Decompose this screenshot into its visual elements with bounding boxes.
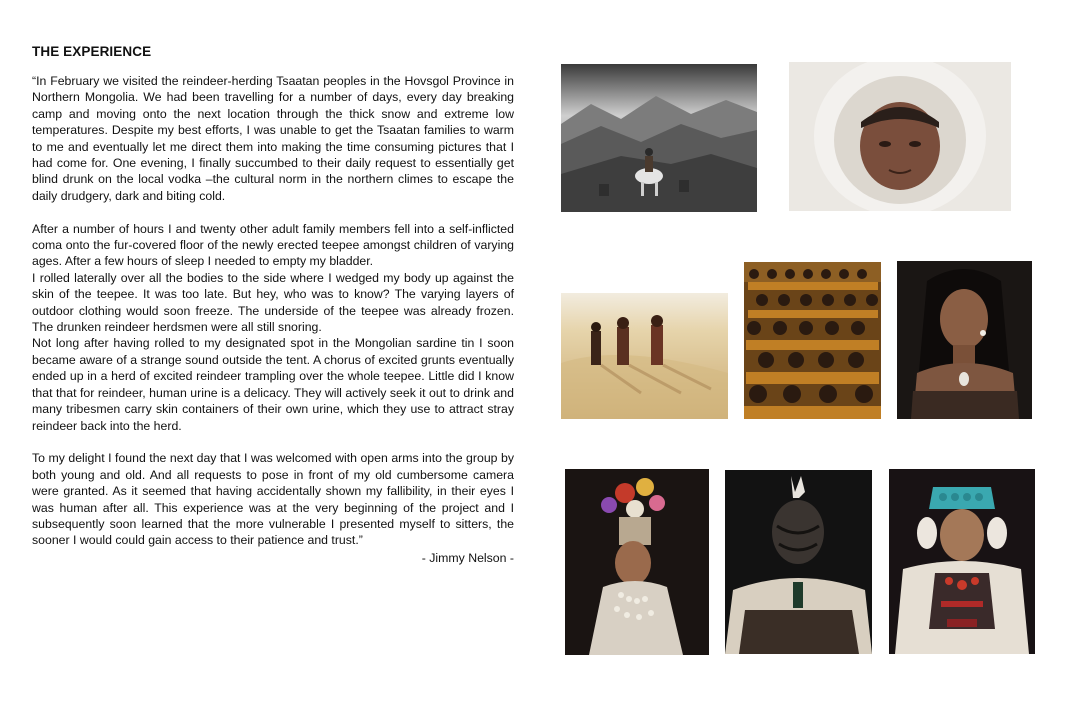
signature: - Jimmy Nelson - [421, 550, 514, 565]
photo-monk-crowd [744, 262, 881, 419]
photo-tattooed-man [725, 470, 872, 654]
paragraph-3: I rolled laterally over all the bodies to the side where I wedged my body up against the skin of the teepee. It was too late. But hey, who was to know? The varying layers of outdoor clothing would soon freeze. The underside of the teepee was already frozen. The drunken reindeer herdsmen were all still snoring. [32, 270, 514, 335]
paragraph-2: After a number of hours I and twenty other adult family members fell into a self-inflicted coma onto the fur-covered floor of the newly erected teepee amongst children of varying ages. After a few hours of sleep I needed to empty my bladder. [32, 221, 514, 269]
paragraph-4: Not long after having rolled to my designated spot in the Mongolian sardine tin I soon became aware of a strange sound outside the tent. A chorus of excited grunts eventually ended up in a herd of excited reindeer trampling over the whole teepee. Little did I know that that for reindeer, human urine is a delicacy. They will actively seek it out to drink and many tribesmen carry skin containers of their own urine, which they use to attract stray reindeer back into the herd. [32, 336, 514, 433]
paragraph-5: To my delight I found the next day that I was welcomed with open arms into the group by both young and old. And all requests to pose in front of my old cumbersome camera were granted. As it seemed that having accidentally shown my fallibility, in their eyes I was human after all. This experience was at the very beginning of the project and I subsequently soon learned that the more vulnerable I presented myself to sitters, the sooner I would could gain access to their patience and trust.” [32, 451, 514, 548]
photo-fur-hood-portrait [789, 62, 1011, 211]
photo-flower-headdress [565, 469, 709, 655]
photo-desert-walkers [561, 293, 728, 419]
photo-turquoise-headdress [889, 469, 1035, 654]
paragraph-1: “In February we visited the reindeer-herding Tsaatan peoples in the Hovsgol Province in Northern Mongolia. We had been travelling for a number of days, every day breaking camp and moving onto the next location through the thick snow and extreme low temperatures. Despite my best efforts, I was unable to get the Tsaatan families to warm to me and eventually let me direct them into making the time consuming pictures that I had come for. One evening, I finally succumbed to their daily request to essentially get blind drunk on the local vodka –the cultural norm in the northern climes to escape the daily drudgery, dark and biting cold. [32, 74, 514, 203]
photo-mountain-horsemen [561, 64, 757, 212]
photo-woman-shell-pendant [897, 261, 1032, 419]
article [32, 44, 514, 565]
article-heading: THE EXPERIENCE [32, 44, 152, 59]
